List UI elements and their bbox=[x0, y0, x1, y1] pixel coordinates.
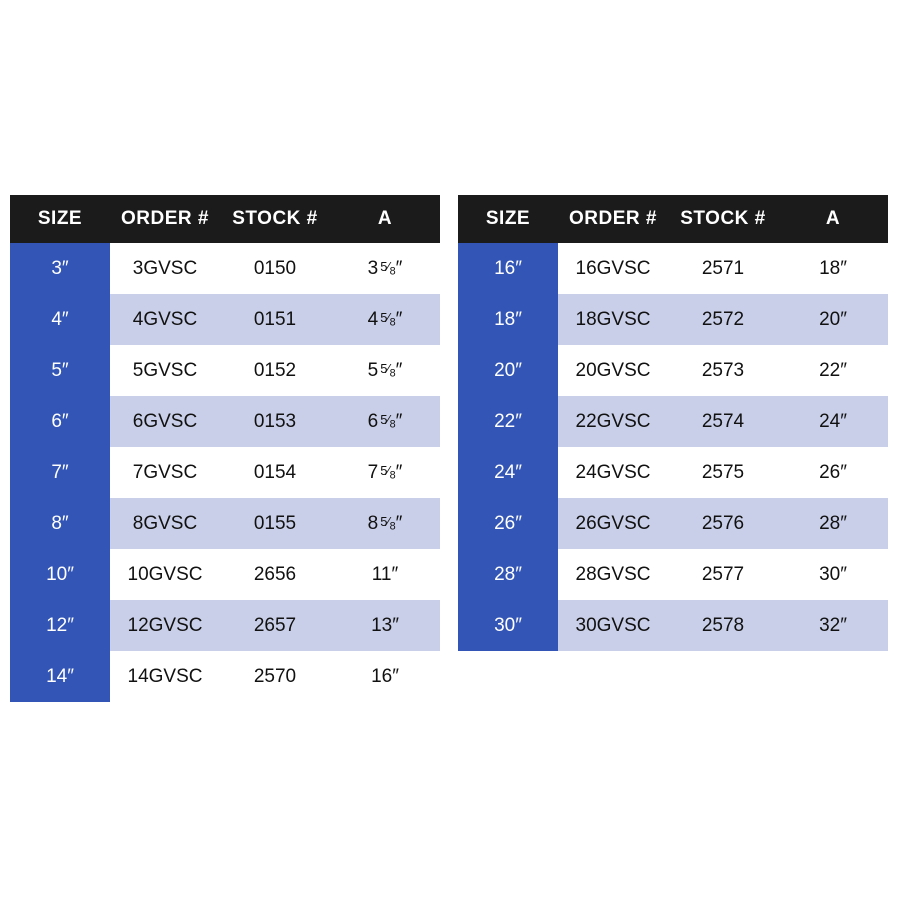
cell-dimension-a: 24″ bbox=[778, 396, 888, 447]
spec-tables-container bbox=[0, 195, 900, 702]
table-header-row bbox=[10, 195, 440, 243]
cell-size: 5″ bbox=[10, 345, 110, 396]
column-header-a: A bbox=[330, 195, 440, 243]
cell-stock-number: 2577 bbox=[668, 549, 778, 600]
cell-stock-number: 2656 bbox=[220, 549, 330, 600]
cell-order-number: 14GVSC bbox=[110, 651, 220, 702]
cell-dimension-a: 11″ bbox=[330, 549, 440, 600]
inch-mark: ″ bbox=[395, 359, 403, 381]
dimension-fraction: $5⁄_8$ bbox=[380, 514, 396, 533]
table-row bbox=[458, 294, 888, 345]
cell-dimension-a: 30″ bbox=[778, 549, 888, 600]
cell-size: 8″ bbox=[10, 498, 110, 549]
cell-order-number: 6GVSC bbox=[110, 396, 220, 447]
column-header-size: SIZE bbox=[10, 195, 110, 243]
table-right-header bbox=[458, 195, 888, 243]
inch-mark: ″ bbox=[395, 410, 403, 432]
column-header-stock: STOCK # bbox=[668, 195, 778, 243]
cell-size: 28″ bbox=[458, 549, 558, 600]
column-header-a: A bbox=[778, 195, 888, 243]
cell-size: 26″ bbox=[458, 498, 558, 549]
cell-stock-number: 0155 bbox=[220, 498, 330, 549]
cell-stock-number: 0152 bbox=[220, 345, 330, 396]
cell-order-number: 28GVSC bbox=[558, 549, 668, 600]
cell-order-number: 30GVSC bbox=[558, 600, 668, 651]
dimension-whole: 3 bbox=[367, 257, 379, 279]
cell-stock-number: 2570 bbox=[220, 651, 330, 702]
dimension-fraction: $5⁄_8$ bbox=[380, 412, 396, 431]
cell-dimension-a bbox=[330, 294, 440, 345]
cell-dimension-a: 18″ bbox=[778, 243, 888, 294]
cell-size: 22″ bbox=[458, 396, 558, 447]
cell-order-number: 12GVSC bbox=[110, 600, 220, 651]
table-row bbox=[458, 549, 888, 600]
table-left-body bbox=[10, 243, 440, 702]
cell-stock-number: 2572 bbox=[668, 294, 778, 345]
cell-order-number: 18GVSC bbox=[558, 294, 668, 345]
inch-mark: ″ bbox=[395, 257, 403, 279]
cell-stock-number: 2657 bbox=[220, 600, 330, 651]
table-row bbox=[10, 498, 440, 549]
cell-order-number: 24GVSC bbox=[558, 447, 668, 498]
cell-order-number: 20GVSC bbox=[558, 345, 668, 396]
column-header-order: ORDER # bbox=[558, 195, 668, 243]
cell-dimension-a: 32″ bbox=[778, 600, 888, 651]
table-right-body bbox=[458, 243, 888, 651]
cell-order-number: 10GVSC bbox=[110, 549, 220, 600]
cell-size: 3″ bbox=[10, 243, 110, 294]
cell-dimension-a: 13″ bbox=[330, 600, 440, 651]
cell-size: 18″ bbox=[458, 294, 558, 345]
cell-order-number: 3GVSC bbox=[110, 243, 220, 294]
column-header-order: ORDER # bbox=[110, 195, 220, 243]
cell-dimension-a: 28″ bbox=[778, 498, 888, 549]
spec-table-left bbox=[10, 195, 440, 702]
inch-mark: ″ bbox=[395, 461, 403, 483]
table-row bbox=[458, 243, 888, 294]
cell-size: 30″ bbox=[458, 600, 558, 651]
dimension-fraction: $5⁄_8$ bbox=[380, 361, 396, 380]
cell-size: 20″ bbox=[458, 345, 558, 396]
inch-mark: ″ bbox=[395, 308, 403, 330]
cell-order-number: 8GVSC bbox=[110, 498, 220, 549]
cell-size: 14″ bbox=[10, 651, 110, 702]
dimension-fraction: $5⁄_8$ bbox=[380, 463, 396, 482]
cell-dimension-a bbox=[330, 396, 440, 447]
cell-size: 16″ bbox=[458, 243, 558, 294]
cell-stock-number: 2573 bbox=[668, 345, 778, 396]
table-row bbox=[10, 243, 440, 294]
table-row bbox=[458, 396, 888, 447]
spec-table-right bbox=[458, 195, 888, 651]
table-row bbox=[10, 600, 440, 651]
table-row bbox=[10, 294, 440, 345]
dimension-whole: 7 bbox=[367, 461, 379, 483]
cell-size: 10″ bbox=[10, 549, 110, 600]
cell-dimension-a: 26″ bbox=[778, 447, 888, 498]
cell-stock-number: 0150 bbox=[220, 243, 330, 294]
column-header-stock: STOCK # bbox=[220, 195, 330, 243]
table-row bbox=[10, 651, 440, 702]
cell-dimension-a: 20″ bbox=[778, 294, 888, 345]
table-row bbox=[10, 345, 440, 396]
cell-order-number: 22GVSC bbox=[558, 396, 668, 447]
table-left-header bbox=[10, 195, 440, 243]
table-row bbox=[458, 447, 888, 498]
cell-dimension-a: 16″ bbox=[330, 651, 440, 702]
cell-stock-number: 2571 bbox=[668, 243, 778, 294]
cell-size: 12″ bbox=[10, 600, 110, 651]
dimension-whole: 6 bbox=[367, 410, 379, 432]
cell-order-number: 5GVSC bbox=[110, 345, 220, 396]
column-header-size: SIZE bbox=[458, 195, 558, 243]
cell-dimension-a bbox=[330, 243, 440, 294]
cell-size: 4″ bbox=[10, 294, 110, 345]
cell-stock-number: 0151 bbox=[220, 294, 330, 345]
table-row bbox=[458, 600, 888, 651]
dimension-fraction: $5⁄_8$ bbox=[380, 259, 396, 278]
table-header-row bbox=[458, 195, 888, 243]
cell-dimension-a bbox=[330, 498, 440, 549]
cell-stock-number: 2575 bbox=[668, 447, 778, 498]
dimension-whole: 4 bbox=[367, 308, 379, 330]
cell-dimension-a bbox=[330, 447, 440, 498]
inch-mark: ″ bbox=[395, 512, 403, 534]
table-row bbox=[458, 345, 888, 396]
cell-stock-number: 2578 bbox=[668, 600, 778, 651]
cell-size: 6″ bbox=[10, 396, 110, 447]
cell-order-number: 16GVSC bbox=[558, 243, 668, 294]
cell-dimension-a bbox=[330, 345, 440, 396]
cell-stock-number: 2574 bbox=[668, 396, 778, 447]
cell-order-number: 7GVSC bbox=[110, 447, 220, 498]
cell-stock-number: 0154 bbox=[220, 447, 330, 498]
cell-order-number: 26GVSC bbox=[558, 498, 668, 549]
cell-stock-number: 2576 bbox=[668, 498, 778, 549]
dimension-whole: 8 bbox=[367, 512, 379, 534]
cell-order-number: 4GVSC bbox=[110, 294, 220, 345]
cell-size: 24″ bbox=[458, 447, 558, 498]
cell-dimension-a: 22″ bbox=[778, 345, 888, 396]
dimension-fraction: $5⁄_8$ bbox=[380, 310, 396, 329]
table-row bbox=[458, 498, 888, 549]
cell-size: 7″ bbox=[10, 447, 110, 498]
table-row bbox=[10, 549, 440, 600]
dimension-whole: 5 bbox=[367, 359, 379, 381]
cell-stock-number: 0153 bbox=[220, 396, 330, 447]
table-row bbox=[10, 396, 440, 447]
table-row bbox=[10, 447, 440, 498]
